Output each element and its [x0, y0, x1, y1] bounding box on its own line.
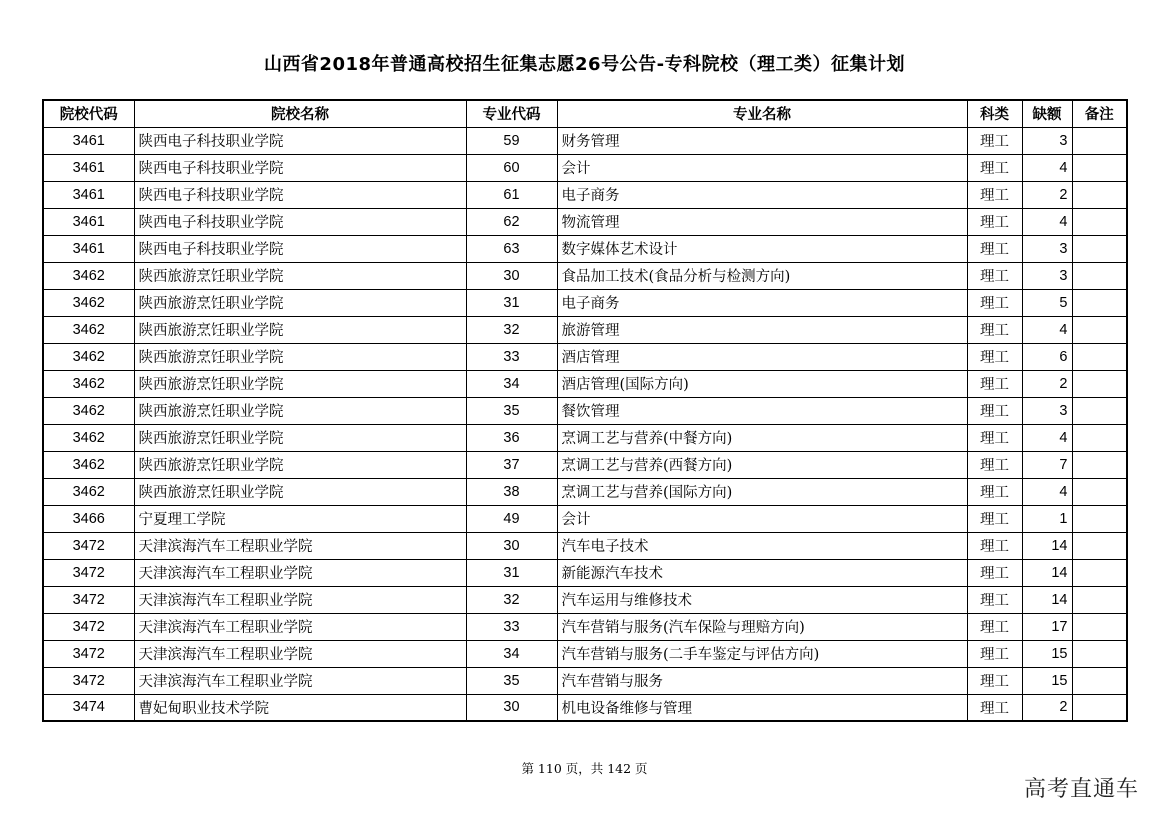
table-row	[43, 451, 1127, 478]
cell-remark	[1072, 667, 1127, 694]
cell-school-name: 陕西电子科技职业学院	[134, 208, 466, 235]
cell-major-code: 31	[466, 559, 557, 586]
table-row	[43, 208, 1127, 235]
cell-vacancy: 4	[1022, 154, 1072, 181]
header-school-code: 院校代码	[43, 100, 134, 127]
cell-vacancy: 3	[1022, 397, 1072, 424]
cell-school-code: 3462	[43, 370, 134, 397]
cell-remark	[1072, 586, 1127, 613]
cell-major-name: 新能源汽车技术	[557, 559, 967, 586]
table-row	[43, 667, 1127, 694]
cell-vacancy: 15	[1022, 667, 1072, 694]
cell-category: 理工	[967, 559, 1022, 586]
cell-major-code: 33	[466, 343, 557, 370]
header-category: 科类	[967, 100, 1022, 127]
header-remark: 备注	[1072, 100, 1127, 127]
cell-remark	[1072, 532, 1127, 559]
cell-major-code: 35	[466, 667, 557, 694]
cell-major-code: 62	[466, 208, 557, 235]
cell-school-code: 3461	[43, 154, 134, 181]
cell-major-code: 59	[466, 127, 557, 154]
cell-category: 理工	[967, 667, 1022, 694]
cell-school-name: 天津滨海汽车工程职业学院	[134, 640, 466, 667]
cell-major-name: 烹调工艺与营养(西餐方向)	[557, 451, 967, 478]
table-row	[43, 316, 1127, 343]
cell-major-name: 电子商务	[557, 289, 967, 316]
cell-remark	[1072, 424, 1127, 451]
cell-major-name: 汽车电子技术	[557, 532, 967, 559]
cell-school-name: 陕西旅游烹饪职业学院	[134, 316, 466, 343]
cell-category: 理工	[967, 424, 1022, 451]
cell-major-name: 旅游管理	[557, 316, 967, 343]
header-major-name: 专业名称	[557, 100, 967, 127]
cell-major-code: 34	[466, 370, 557, 397]
cell-major-code: 63	[466, 235, 557, 262]
cell-school-name: 陕西电子科技职业学院	[134, 181, 466, 208]
table-row	[43, 640, 1127, 667]
cell-school-code: 3462	[43, 262, 134, 289]
cell-remark	[1072, 127, 1127, 154]
cell-remark	[1072, 262, 1127, 289]
cell-vacancy: 1	[1022, 505, 1072, 532]
cell-school-name: 陕西旅游烹饪职业学院	[134, 397, 466, 424]
cell-major-name: 酒店管理	[557, 343, 967, 370]
cell-remark	[1072, 694, 1127, 721]
cell-school-name: 陕西旅游烹饪职业学院	[134, 289, 466, 316]
table-row	[43, 505, 1127, 532]
cell-remark	[1072, 316, 1127, 343]
cell-remark	[1072, 235, 1127, 262]
cell-category: 理工	[967, 397, 1022, 424]
cell-vacancy: 2	[1022, 181, 1072, 208]
cell-vacancy: 14	[1022, 586, 1072, 613]
cell-remark	[1072, 343, 1127, 370]
cell-school-code: 3462	[43, 424, 134, 451]
cell-major-name: 数字媒体艺术设计	[557, 235, 967, 262]
cell-category: 理工	[967, 505, 1022, 532]
cell-school-name: 陕西电子科技职业学院	[134, 154, 466, 181]
cell-category: 理工	[967, 235, 1022, 262]
cell-vacancy: 17	[1022, 613, 1072, 640]
table-row	[43, 343, 1127, 370]
cell-school-name: 陕西旅游烹饪职业学院	[134, 451, 466, 478]
cell-school-name: 陕西旅游烹饪职业学院	[134, 262, 466, 289]
cell-major-code: 34	[466, 640, 557, 667]
cell-school-code: 3462	[43, 478, 134, 505]
cell-school-name: 天津滨海汽车工程职业学院	[134, 532, 466, 559]
header-school-name: 院校名称	[134, 100, 466, 127]
table-row	[43, 289, 1127, 316]
header-major-code: 专业代码	[466, 100, 557, 127]
table-row	[43, 154, 1127, 181]
table-row	[43, 262, 1127, 289]
cell-vacancy: 14	[1022, 559, 1072, 586]
cell-major-code: 36	[466, 424, 557, 451]
cell-vacancy: 14	[1022, 532, 1072, 559]
table-row	[43, 478, 1127, 505]
cell-major-name: 食品加工技术(食品分析与检测方向)	[557, 262, 967, 289]
cell-school-code: 3472	[43, 559, 134, 586]
cell-category: 理工	[967, 451, 1022, 478]
cell-remark	[1072, 181, 1127, 208]
cell-category: 理工	[967, 478, 1022, 505]
cell-major-code: 33	[466, 613, 557, 640]
cell-major-name: 汽车营销与服务(二手车鉴定与评估方向)	[557, 640, 967, 667]
cell-school-code: 3472	[43, 640, 134, 667]
table-row	[43, 235, 1127, 262]
cell-major-name: 会计	[557, 154, 967, 181]
cell-major-code: 38	[466, 478, 557, 505]
cell-major-name: 烹调工艺与营养(中餐方向)	[557, 424, 967, 451]
table-row	[43, 694, 1127, 721]
cell-category: 理工	[967, 586, 1022, 613]
cell-major-name: 酒店管理(国际方向)	[557, 370, 967, 397]
cell-major-name: 汽车营销与服务(汽车保险与理赔方向)	[557, 613, 967, 640]
cell-school-name: 陕西电子科技职业学院	[134, 127, 466, 154]
page-footer: 第 110 页，共 142 页	[521, 761, 648, 776]
cell-major-code: 37	[466, 451, 557, 478]
cell-major-name: 烹调工艺与营养(国际方向)	[557, 478, 967, 505]
cell-category: 理工	[967, 262, 1022, 289]
cell-category: 理工	[967, 154, 1022, 181]
cell-vacancy: 4	[1022, 478, 1072, 505]
cell-school-code: 3462	[43, 343, 134, 370]
cell-major-name: 机电设备维修与管理	[557, 694, 967, 721]
cell-major-name: 会计	[557, 505, 967, 532]
table-row	[43, 181, 1127, 208]
cell-school-name: 天津滨海汽车工程职业学院	[134, 667, 466, 694]
header-vacancy: 缺额	[1022, 100, 1072, 127]
cell-remark	[1072, 397, 1127, 424]
cell-school-code: 3472	[43, 532, 134, 559]
cell-major-name: 汽车运用与维修技术	[557, 586, 967, 613]
cell-category: 理工	[967, 127, 1022, 154]
cell-category: 理工	[967, 289, 1022, 316]
cell-major-name: 财务管理	[557, 127, 967, 154]
cell-school-code: 3462	[43, 451, 134, 478]
cell-remark	[1072, 370, 1127, 397]
cell-school-name: 天津滨海汽车工程职业学院	[134, 586, 466, 613]
cell-major-code: 32	[466, 316, 557, 343]
cell-vacancy: 4	[1022, 208, 1072, 235]
cell-school-name: 天津滨海汽车工程职业学院	[134, 613, 466, 640]
cell-vacancy: 2	[1022, 694, 1072, 721]
cell-major-code: 31	[466, 289, 557, 316]
cell-school-code: 3466	[43, 505, 134, 532]
cell-category: 理工	[967, 343, 1022, 370]
cell-major-code: 49	[466, 505, 557, 532]
cell-school-code: 3462	[43, 397, 134, 424]
cell-school-code: 3474	[43, 694, 134, 721]
cell-school-code: 3472	[43, 586, 134, 613]
watermark-logo: 高考直通车	[1023, 777, 1139, 802]
page-title: 山西省2018年普通高校招生征集志愿26号公告-专科院校（理工类）征集计划	[263, 54, 906, 75]
cell-major-name: 物流管理	[557, 208, 967, 235]
cell-school-name: 陕西旅游烹饪职业学院	[134, 478, 466, 505]
table-row	[43, 532, 1127, 559]
cell-remark	[1072, 451, 1127, 478]
cell-category: 理工	[967, 613, 1022, 640]
cell-category: 理工	[967, 181, 1022, 208]
cell-vacancy: 4	[1022, 424, 1072, 451]
cell-school-name: 陕西旅游烹饪职业学院	[134, 343, 466, 370]
cell-remark	[1072, 154, 1127, 181]
table-row	[43, 613, 1127, 640]
cell-vacancy: 3	[1022, 235, 1072, 262]
cell-category: 理工	[967, 532, 1022, 559]
cell-category: 理工	[967, 316, 1022, 343]
cell-school-code: 3461	[43, 235, 134, 262]
cell-vacancy: 7	[1022, 451, 1072, 478]
cell-school-name: 曹妃甸职业技术学院	[134, 694, 466, 721]
cell-remark	[1072, 478, 1127, 505]
cell-school-code: 3461	[43, 127, 134, 154]
cell-school-code: 3472	[43, 667, 134, 694]
cell-major-code: 61	[466, 181, 557, 208]
cell-vacancy: 3	[1022, 262, 1072, 289]
cell-major-code: 35	[466, 397, 557, 424]
cell-category: 理工	[967, 640, 1022, 667]
table-row	[43, 586, 1127, 613]
cell-category: 理工	[967, 694, 1022, 721]
cell-major-code: 30	[466, 262, 557, 289]
cell-category: 理工	[967, 208, 1022, 235]
cell-major-code: 32	[466, 586, 557, 613]
cell-major-code: 30	[466, 694, 557, 721]
cell-school-code: 3461	[43, 208, 134, 235]
cell-major-name: 餐饮管理	[557, 397, 967, 424]
cell-category: 理工	[967, 370, 1022, 397]
table-row	[43, 424, 1127, 451]
cell-remark	[1072, 208, 1127, 235]
cell-remark	[1072, 505, 1127, 532]
cell-vacancy: 4	[1022, 316, 1072, 343]
table-row	[43, 370, 1127, 397]
cell-remark	[1072, 559, 1127, 586]
table-row	[43, 127, 1127, 154]
cell-remark	[1072, 640, 1127, 667]
cell-school-code: 3461	[43, 181, 134, 208]
cell-school-name: 陕西旅游烹饪职业学院	[134, 424, 466, 451]
cell-remark	[1072, 289, 1127, 316]
cell-school-name: 宁夏理工学院	[134, 505, 466, 532]
cell-remark	[1072, 613, 1127, 640]
cell-vacancy: 5	[1022, 289, 1072, 316]
cell-vacancy: 15	[1022, 640, 1072, 667]
table-row	[43, 397, 1127, 424]
cell-school-name: 陕西旅游烹饪职业学院	[134, 370, 466, 397]
cell-school-name: 天津滨海汽车工程职业学院	[134, 559, 466, 586]
table-row	[43, 559, 1127, 586]
cell-school-code: 3472	[43, 613, 134, 640]
cell-school-name: 陕西电子科技职业学院	[134, 235, 466, 262]
cell-school-code: 3462	[43, 289, 134, 316]
cell-major-name: 汽车营销与服务	[557, 667, 967, 694]
cell-vacancy: 3	[1022, 127, 1072, 154]
cell-school-code: 3462	[43, 316, 134, 343]
table-header-row	[43, 100, 1127, 127]
cell-vacancy: 6	[1022, 343, 1072, 370]
cell-major-name: 电子商务	[557, 181, 967, 208]
cell-major-code: 60	[466, 154, 557, 181]
cell-major-code: 30	[466, 532, 557, 559]
admission-plan-table	[42, 99, 1128, 722]
cell-vacancy: 2	[1022, 370, 1072, 397]
